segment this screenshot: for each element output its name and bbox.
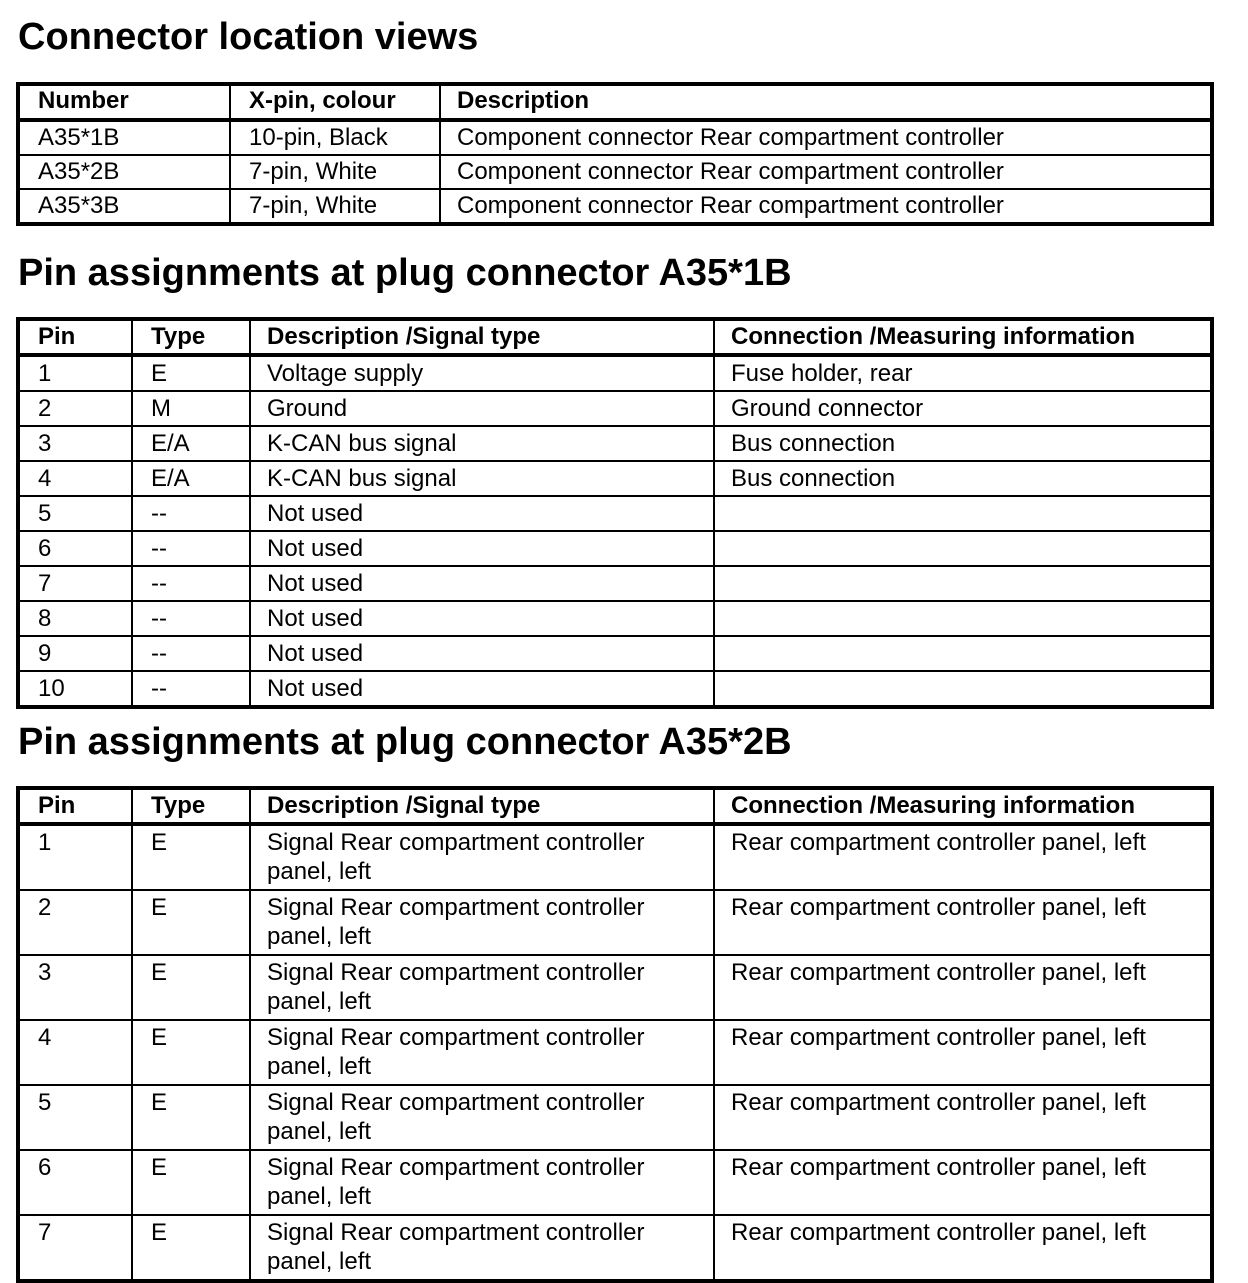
table-cell: Signal Rear compartment controller panel, left (250, 1020, 714, 1085)
table-cell: 7 (18, 1215, 132, 1281)
table-cell: Rear compartment controller panel, left (714, 1085, 1212, 1150)
table-cell: E (132, 1150, 250, 1215)
table-cell: K-CAN bus signal (250, 426, 714, 461)
table-cell: E (132, 1020, 250, 1085)
table-row (18, 531, 1212, 566)
table-cell: Not used (250, 601, 714, 636)
table-cell: Not used (250, 531, 714, 566)
table-row (18, 1085, 1212, 1150)
table-cell (714, 601, 1212, 636)
table-cell: E (132, 824, 250, 890)
table-cell: Rear compartment controller panel, left (714, 1150, 1212, 1215)
table-row (18, 601, 1212, 636)
table-cell: Rear compartment controller panel, left (714, 955, 1212, 1020)
table-row (18, 1150, 1212, 1215)
table-cell: 2 (18, 391, 132, 426)
table-cell: Rear compartment controller panel, left (714, 890, 1212, 955)
table-header-row (18, 84, 1212, 120)
table-cell: E (132, 955, 250, 1020)
table-cell: 10 (18, 671, 132, 707)
table-cell: E (132, 890, 250, 955)
table-cell: Signal Rear compartment controller panel, left (250, 1150, 714, 1215)
table-row (18, 426, 1212, 461)
table-row (18, 355, 1212, 391)
table-cell: A35*2B (18, 155, 230, 189)
table-row (18, 1215, 1212, 1281)
table-cell: -- (132, 601, 250, 636)
table-row (18, 155, 1212, 189)
table-cell: A35*1B (18, 120, 230, 155)
table-cell: -- (132, 566, 250, 601)
table-cell: 6 (18, 1150, 132, 1215)
table-cell (714, 671, 1212, 707)
table-cell: Not used (250, 496, 714, 531)
table-row (18, 496, 1212, 531)
table-row (18, 824, 1212, 890)
table-cell: 3 (18, 426, 132, 461)
table-row (18, 566, 1212, 601)
column-header: Description /Signal type (250, 319, 714, 355)
table-cell: Signal Rear compartment controller panel, left (250, 1215, 714, 1281)
table-cell: -- (132, 531, 250, 566)
table-cell: Component connector Rear compartment controller (440, 189, 1212, 224)
table-cell: K-CAN bus signal (250, 461, 714, 496)
column-header: Description (440, 84, 1212, 120)
table-cell: 5 (18, 1085, 132, 1150)
column-header: X-pin, colour (230, 84, 440, 120)
table-cell: 2 (18, 890, 132, 955)
table-cell (714, 531, 1212, 566)
table-cell: 5 (18, 496, 132, 531)
table-cell: E (132, 355, 250, 391)
table-cell: Signal Rear compartment controller panel, left (250, 824, 714, 890)
table-cell: 6 (18, 531, 132, 566)
table-row (18, 955, 1212, 1020)
table-cell: E (132, 1215, 250, 1281)
table-cell: -- (132, 671, 250, 707)
pins-2b-table (16, 786, 1214, 1283)
table-cell: Fuse holder, rear (714, 355, 1212, 391)
table-cell: 7 (18, 566, 132, 601)
table-cell: 3 (18, 955, 132, 1020)
pins-1b-title: Pin assignments at plug connector A35*1B (18, 252, 792, 294)
table-cell: A35*3B (18, 189, 230, 224)
table-header-row (18, 788, 1212, 824)
table-cell (714, 496, 1212, 531)
table-cell: E/A (132, 426, 250, 461)
table-row (18, 890, 1212, 955)
column-header: Type (132, 788, 250, 824)
table-cell: 7-pin, White (230, 155, 440, 189)
table-row (18, 671, 1212, 707)
table-cell: 1 (18, 824, 132, 890)
table-cell: 4 (18, 1020, 132, 1085)
table-cell: Rear compartment controller panel, left (714, 1020, 1212, 1085)
table-cell: -- (132, 496, 250, 531)
table-header-row (18, 319, 1212, 355)
table-cell: E (132, 1085, 250, 1150)
column-header: Type (132, 319, 250, 355)
table-cell: 7-pin, White (230, 189, 440, 224)
table-cell: Signal Rear compartment controller panel, left (250, 1085, 714, 1150)
table-cell: 8 (18, 601, 132, 636)
table-cell: Bus connection (714, 426, 1212, 461)
column-header: Pin (18, 788, 132, 824)
table-cell: Not used (250, 636, 714, 671)
table-cell: Not used (250, 566, 714, 601)
table-row (18, 189, 1212, 224)
table-cell (714, 566, 1212, 601)
table-cell: Component connector Rear compartment controller (440, 120, 1212, 155)
table-cell: Signal Rear compartment controller panel, left (250, 955, 714, 1020)
table-cell: Component connector Rear compartment controller (440, 155, 1212, 189)
pins-1b-table (16, 317, 1214, 709)
table-cell: Rear compartment controller panel, left (714, 824, 1212, 890)
table-cell: 9 (18, 636, 132, 671)
table-cell: 10-pin, Black (230, 120, 440, 155)
column-header: Number (18, 84, 230, 120)
pins-2b-title: Pin assignments at plug connector A35*2B (18, 721, 792, 763)
table-cell: -- (132, 636, 250, 671)
table-cell: 4 (18, 461, 132, 496)
connector-location-table (16, 82, 1214, 226)
column-header: Description /Signal type (250, 788, 714, 824)
table-row (18, 1020, 1212, 1085)
table-cell: Not used (250, 671, 714, 707)
table-cell: Voltage supply (250, 355, 714, 391)
table-cell: M (132, 391, 250, 426)
table-cell: Bus connection (714, 461, 1212, 496)
connector-location-title: Connector location views (18, 16, 479, 58)
table-cell: Signal Rear compartment controller panel, left (250, 890, 714, 955)
table-row (18, 120, 1212, 155)
table-cell: Ground connector (714, 391, 1212, 426)
column-header: Pin (18, 319, 132, 355)
table-cell: Rear compartment controller panel, left (714, 1215, 1212, 1281)
table-cell: E/A (132, 461, 250, 496)
table-cell: 1 (18, 355, 132, 391)
table-row (18, 636, 1212, 671)
table-cell: Ground (250, 391, 714, 426)
table-row (18, 461, 1212, 496)
table-row (18, 391, 1212, 426)
column-header: Connection /Measuring information (714, 788, 1212, 824)
column-header: Connection /Measuring information (714, 319, 1212, 355)
table-cell (714, 636, 1212, 671)
